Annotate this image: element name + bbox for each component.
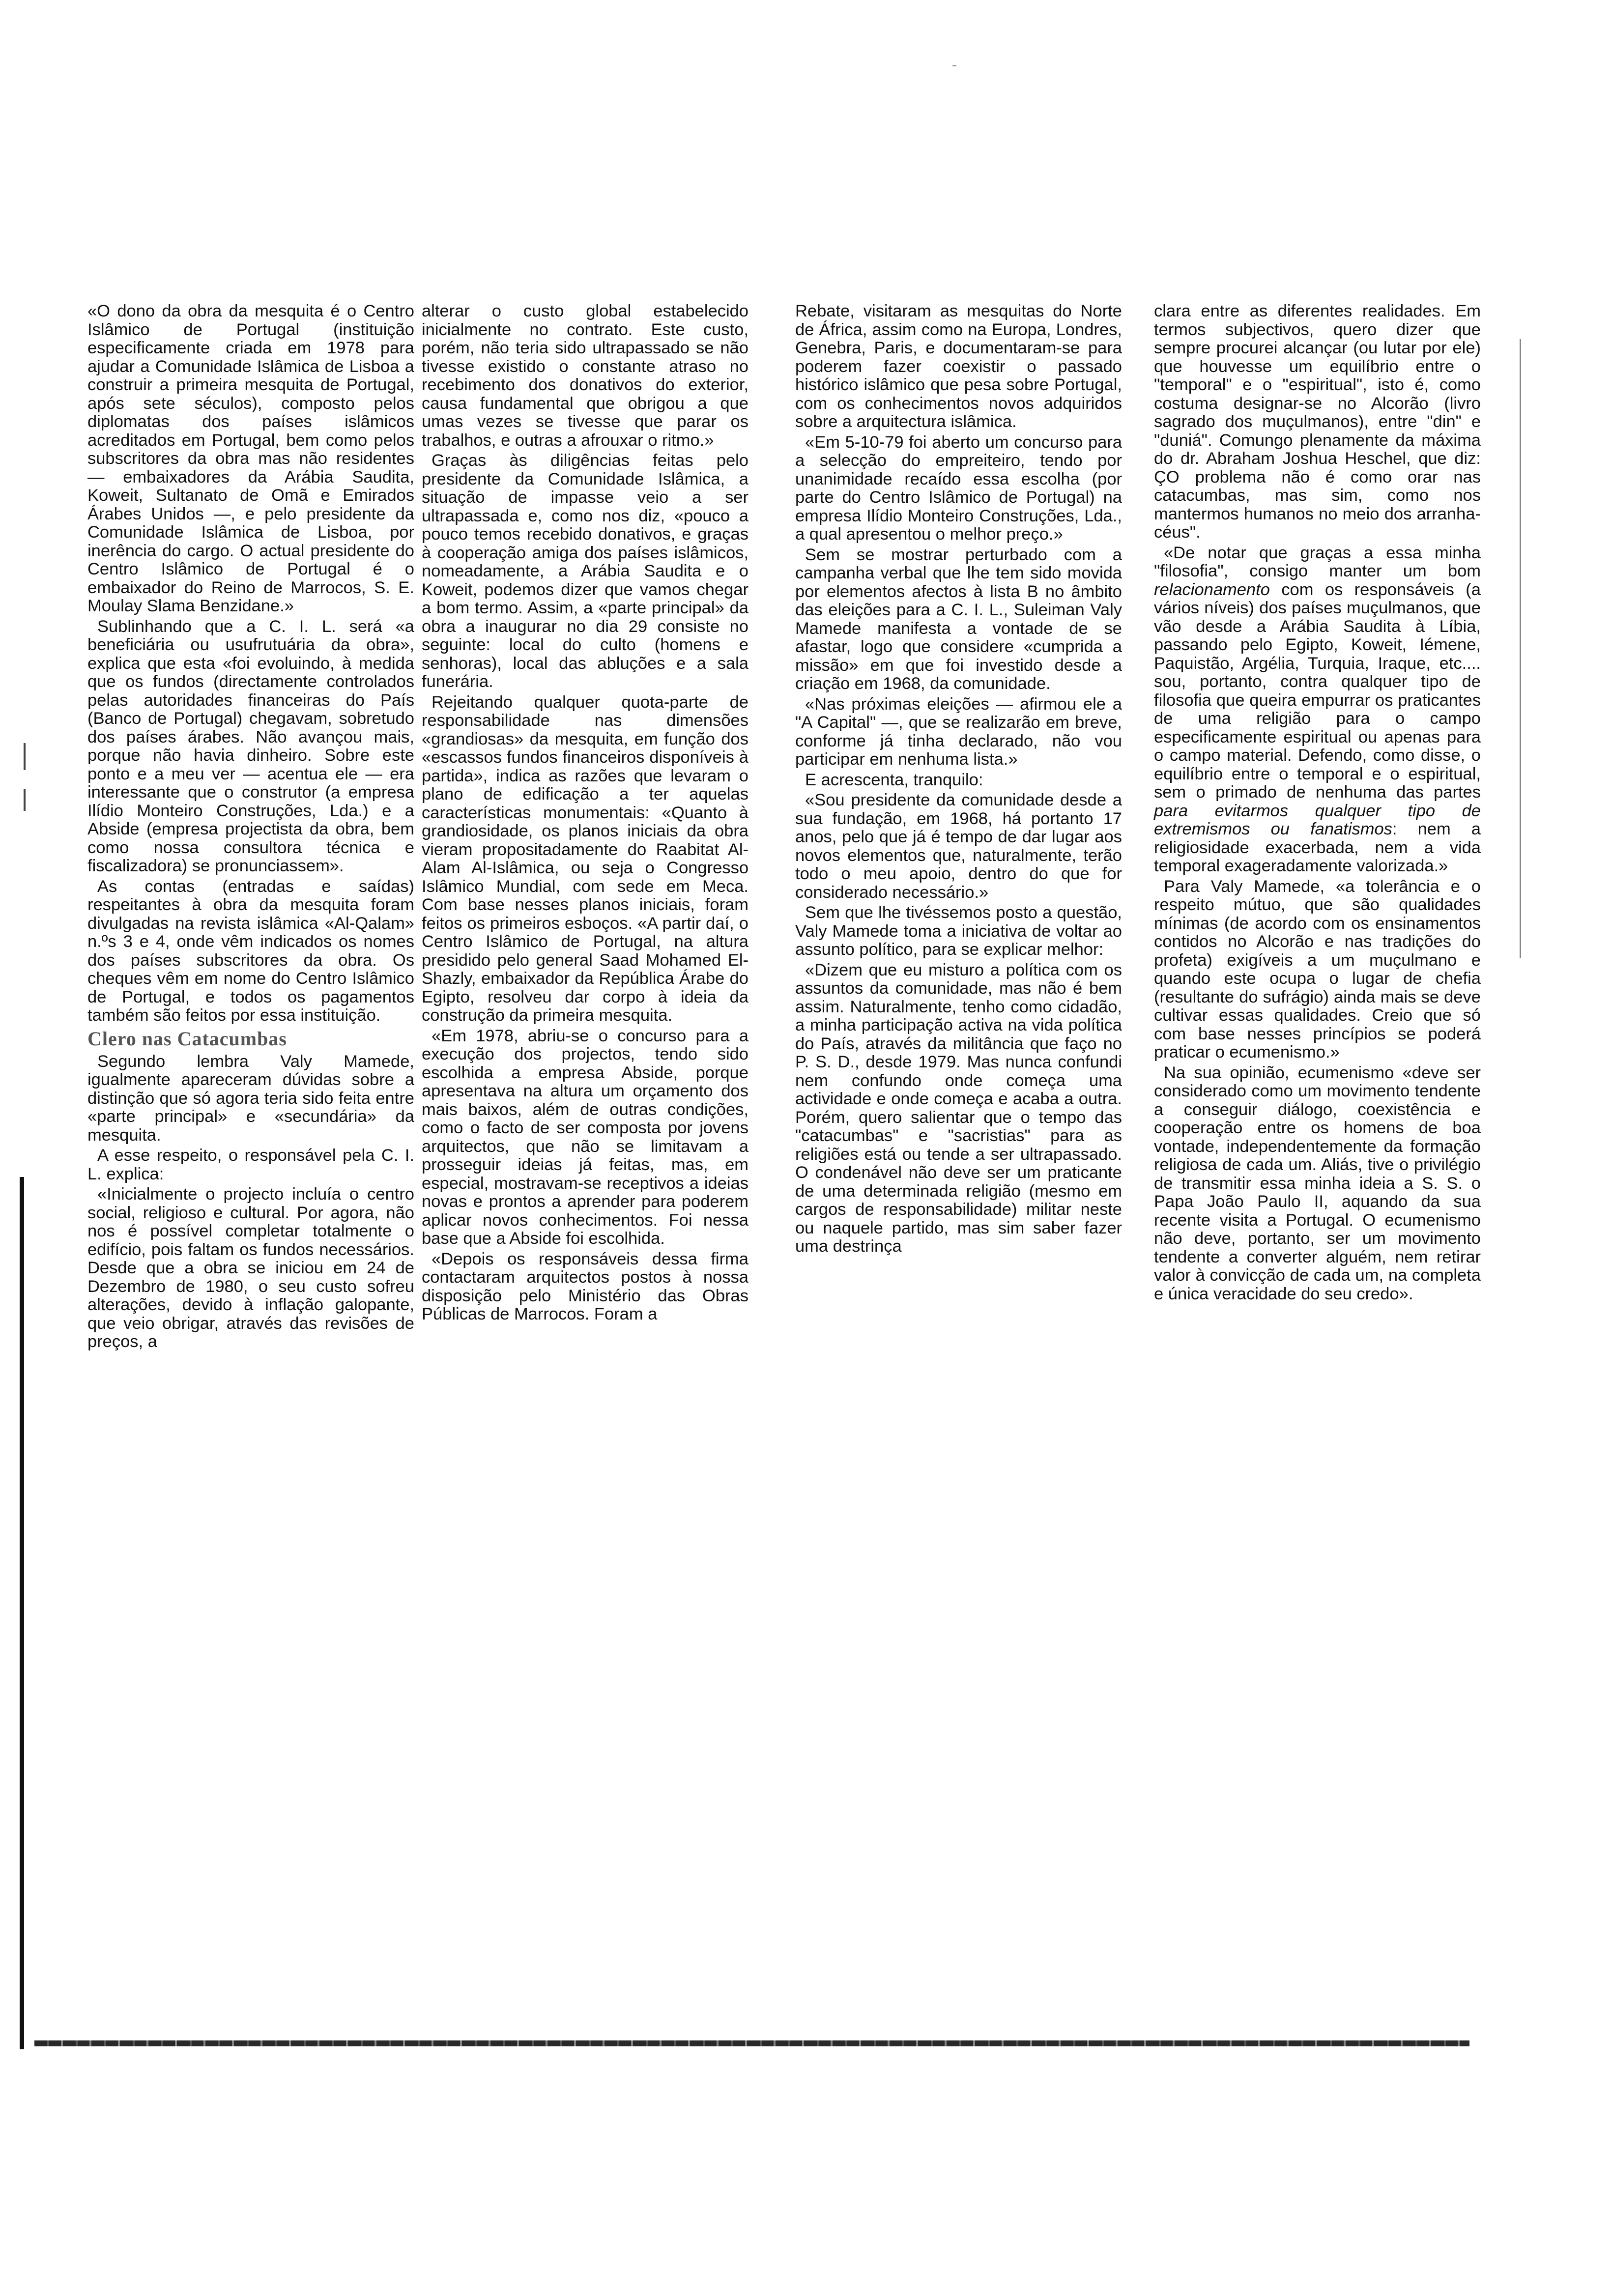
- paragraph: Para Valy Mamede, «a tolerância e o respeito mútuo, que são qualidades mínimas (de acordo com os ensinamentos contidos no Alcorão e nas tradições do profeta) exigíveis a um muçulmano e quando este ocupa o lugar de chefia (resultante do sufrágio) ainda mais se deve cultivar essas qualidades. Creio que só com base nesses princípios se poderá praticar o ecumenismo.»: [1154, 877, 1481, 1062]
- paragraph: «Depois os responsáveis dessa firma contactaram arquitectos postos à nossa disposição pelo Ministério das Obras Públicas de Marrocos. Foram a: [422, 1249, 748, 1323]
- article-column-1: [87, 302, 414, 1353]
- paragraph: E acrescenta, tranquilo:: [805, 770, 983, 789]
- paragraph: «O dono da obra da mesquita é o Centro Islâmico de Portugal (instituição especificamente criada em 1978 para ajudar a Comunidade Islâmica de Lisboa a construir a primeira mesquita de Portugal, após sete séculos), composto pelos diplomatas dos países islâmicos acreditados em Portugal, bem como pelos subscritores da obra mas não residentes — embaixadores da Arábia Saudita, Koweit, Sultanato de Omã e Emirados Árabes Unidos —, e pelo presidente da Comunidade Islâmica de Lisboa, por inerência do cargo. O actual presidente do Centro Islâmico de Portugal é o embaixador do Reino de Marrocos, S. E. Moulay Slama Benzidane.»: [87, 302, 414, 615]
- paragraph: Rebate, visitaram as mesquitas do Norte de África, assim como na Europa, Londres, Genebra, Paris, e documentaram-se para poderem fazer coexistir o passado histórico islâmico que pesa sobre Portugal, com os conhecimentos novos adquiridos sobre a arquitectura islâmica.: [795, 302, 1122, 431]
- scan-speck: [952, 65, 956, 66]
- margin-mark: [24, 743, 26, 770]
- paragraph: Graças às diligências feitas pelo presidente da Comunidade Islâmica, a situação de impasse veio a ser ultrapassada e, como nos diz, «pouco a pouco temos recebido donativos, e graças à cooperação amiga dos países islâmicos, nomeadamente, a Arábia Saudita e o Koweit, podemos dizer que vamos chegar a bom termo. Assim, a «parte principal» da obra a inaugurar no dia 29 consiste no seguinte: local do culto (homens e senhoras), local das abluções e a sala funerária.: [422, 451, 748, 691]
- paragraph: «Sou presidente da comunidade desde a sua fundação, em 1968, há portanto 17 anos, pelo que já é tempo de dar lugar aos novos elementos que, naturalmente, terão todo o meu apoio, dentro do que for considerado necessário.»: [795, 791, 1122, 902]
- margin-mark: [1520, 339, 1521, 958]
- paragraph: «Inicialmente o projecto incluía o centro social, religioso e cultural. Por agora, não nos é possível completar totalmente o edifício, pois faltam os fundos necessários. Desde que a obra se iniciou em 24 de Dezembro de 1980, o seu custo sofreu alterações, devido à inflação galopante, que veio obrigar, através das revisões de preços, a: [87, 1185, 414, 1351]
- bottom-rule: [34, 2040, 1469, 2046]
- section-subheading: Clero nas Catacumbas: [87, 1027, 287, 1050]
- article-column-4: [1154, 302, 1481, 1305]
- article-column-2: [422, 302, 748, 1326]
- text-run: «De notar que graças a essa minha "filosofia", consigo manter um bom: [1154, 543, 1481, 580]
- paragraph: Na sua opinião, ecumenismo «deve ser considerado como um movimento tendente a conseguir diálogo, coexistência e cooperação entre os homens de boa vontade, independentemente da formação religiosa de cada um. Aliás, tive o privilégio de transmitir essa minha ideia a S. S. o Papa João Paulo II, aquando da sua recente visita a Portugal. O ecumenismo não deve, portanto, ser um movimento tendente a converter alguém, nem retirar valor à convicção de cada um, na completa e única veracidade do seu credo».: [1154, 1063, 1481, 1303]
- paragraph: «Nas próximas eleições — afirmou ele a "A Capital" —, que se realizarão em breve, conforme já tinha declarado, não vou participar em nenhuma lista.»: [795, 694, 1122, 769]
- emphasis-text: para evitarmos qualquer tipo de extremismos ou fanatismos: [1154, 801, 1481, 838]
- article-column-3: [795, 302, 1122, 1258]
- paragraph: A esse respeito, o responsável pela C. I. L. explica:: [87, 1146, 414, 1183]
- paragraph: Rejeitando qualquer quota-parte de responsabilidade nas dimensões «grandiosas» da mesquita, em função dos «escassos fundos financeiros disponíveis à partida», indica as razões que levaram o plano de edificação a ter aquelas características monumentais: «Quanto à grandiosidade, os planos iniciais da obra vieram propositadamente do Raabitat Al-Alam Al-Islâmica, ou seja o Congresso Islâmico Mundial, com sede em Meca. Com base nesses planos iniciais, foram feitos os primeiros esboços. «A partir daí, o Centro Islâmico de Portugal, na altura presidido pelo general Saad Mohamed El-Shazly, embaixador da República Árabe do Egipto, resolveu dar corpo à ideia da construção da primeira mesquita.: [422, 692, 748, 1025]
- scan-edge-bar: [20, 1177, 24, 2049]
- paragraph: Sublinhando que a C. I. L. será «a beneficiária ou usufrutuária da obra», explica que esta «foi evoluindo, à medida que os fundos (directamente controlados pelas autoridades financeiras do País (Banco de Portugal) chegavam, sobretudo dos países árabes. Não avançou mais, porque não havia dinheiro. Sobre este ponto e a meu ver — acentua ele — era interessante que o construtor (a empresa Ilídio Monteiro Construções, Lda.) e a Abside (empresa projectista da obra, bem como nossa consultora técnica e fiscalizadora) se pronunciassem».: [87, 617, 414, 875]
- paragraph: «Em 5-10-79 foi aberto um concurso para a selecção do empreiteiro, tendo por unanimidade recaído essa escolha (por parte do Centro Islâmico de Portugal) na empresa Ilídio Monteiro Construções, Lda., a qual apresentou o melhor preço.»: [795, 432, 1122, 544]
- paragraph: alterar o custo global estabelecido inicialmente no contrato. Este custo, porém, não teria sido ultrapassado se não tivesse existido o constante atraso no recebimento dos donativos do exterior, causa fundamental que obrigou a que umas vezes se tivesse que parar os trabalhos, e outras a afrouxar o ritmo.»: [422, 302, 748, 450]
- paragraph: As contas (entradas e saídas) respeitantes à obra da mesquita foram divulgadas na revista islâmica «Al-Qalam» n.ºs 3 e 4, onde vêm indicados os nomes dos países subscritores da obra. Os cheques vêm em nome do Centro Islâmico de Portugal, e todos os pagamentos também são feitos por essa instituição.: [87, 877, 414, 1025]
- paragraph: clara entre as diferentes realidades. Em termos subjectivos, quero dizer que sempre procurei alcançar (ou lutar por ele) que houvesse um equilíbrio entre o "temporal" e o "espiritual", isto é, como costuma designar-se no Alcorão (livro sagrado dos muçulmanos), entre "din" e "duniá". Comungo plenamente da máxima do dr. Abraham Joshua Heschel, que diz: ÇO problema não é como orar nas catacumbas, mas sim, como nos mantermos humanos no meio dos arranha-céus".: [1154, 302, 1481, 542]
- margin-mark: [24, 789, 26, 811]
- paragraph: Sem que lhe tivéssemos posto a questão, Valy Mamede toma a iniciativa de voltar ao assunto político, para se explicar melhor:: [795, 903, 1122, 959]
- newspaper-clipping: [43, 302, 1498, 1351]
- paragraph: [1154, 544, 1481, 876]
- text-run: com os responsáveis (a vários níveis) dos países muçulmanos, que vão desde a Arábia Saudita à Líbia, passando pelo Egipto, Koweit, Iémene, Paquistão, Argélia, Turquia, Iraque, etc.... sou, portanto, contra qualquer tipo de filosofia que queira empurrar os praticantes de uma religião para o campo especificamente espiritual ou apenas para o campo material. Defendo, como disse, o equilíbrio entre o temporal e o espiritual, sem o primado de nenhuma das partes: [1154, 580, 1481, 802]
- paragraph: Sem se mostrar perturbado com a campanha verbal que lhe tem sido movida por elementos afectos à lista B no âmbito das eleições para a C. I. L., Suleiman Valy Mamede manifesta a vontade de se afastar, logo que considere «cumprida a missão» em que foi investido desde a criação em 1968, da comunidade.: [795, 545, 1122, 693]
- text-run: : nem a religiosidade exacerbada, nem a vida temporal exageradamente valorizada.»: [1154, 820, 1481, 875]
- paragraph: Segundo lembra Valy Mamede, igualmente apareceram dúvidas sobre a distinção que só agora teria sido feita entre «parte principal» e «secundária» da mesquita.: [87, 1052, 414, 1145]
- paragraph: «Em 1978, abriu-se o concurso para a execução dos projectos, tendo sido escolhida a empresa Abside, porque apresentava na altura um orçamento dos mais baixos, além de outras condições, como o facto de ser composta por jovens arquitectos, que não se limitavam a prosseguir ideias já feitas, mas, em especial, mostravam-se receptivos a ideias novas e prontos a aprender para poderem aplicar novos conhecimentos. Foi nessa base que a Abside foi escolhida.: [422, 1026, 748, 1248]
- emphasis-text: relacionamento: [1154, 580, 1270, 599]
- paragraph: «Dizem que eu misturo a política com os assuntos da comunidade, mas não é bem assim. Naturalmente, tenho como cidadão, a minha participação activa na vida política do País, através da militância que faço no P. S. D., desde 1979. Mas nunca confundi nem confundo onde começa uma actividade e onde começa e acaba a outra. Porém, quero salientar que o tempo das "catacumbas" e "sacristias" para as religiões está ou tende a ser ultrapassado. O condenável não deve ser um praticante de uma determinada religião (mesmo em cargos de responsabilidade) militar neste ou naquele partido, mas sim saber fazer uma destrinça: [795, 960, 1122, 1256]
